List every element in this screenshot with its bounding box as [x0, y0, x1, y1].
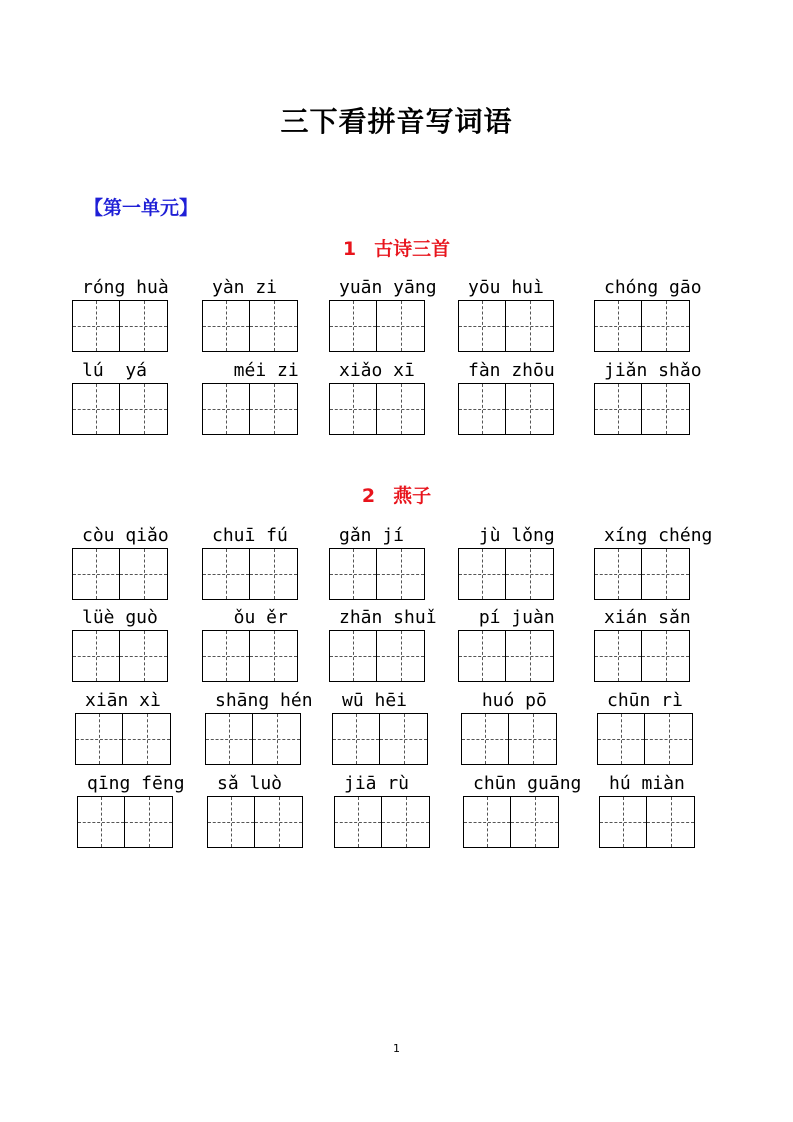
- writing-cell[interactable]: [511, 796, 559, 848]
- pinyin-label: shāng hén: [215, 690, 313, 711]
- pinyin-label: chūn rì: [607, 690, 683, 711]
- lesson-1-heading: [0, 234, 793, 261]
- pinyin-label: còu qiǎo: [82, 525, 169, 546]
- writing-box[interactable]: [594, 300, 690, 352]
- writing-cell[interactable]: [202, 548, 250, 600]
- writing-cell[interactable]: [72, 548, 120, 600]
- writing-cell[interactable]: [250, 548, 298, 600]
- pinyin-label: sǎ luò: [217, 773, 283, 794]
- lesson-number: 2: [361, 485, 376, 507]
- writing-cell[interactable]: [506, 630, 554, 682]
- writing-box[interactable]: [458, 300, 554, 352]
- pinyin-label: huó pō: [471, 690, 547, 711]
- pinyin-label: méi zi: [212, 360, 299, 381]
- writing-box[interactable]: [72, 383, 168, 435]
- pinyin-label: lú yá: [82, 360, 148, 381]
- writing-cell[interactable]: [125, 796, 173, 848]
- pinyin-label: xiān xì: [85, 690, 161, 711]
- writing-cell[interactable]: [461, 713, 509, 765]
- writing-cell[interactable]: [253, 713, 301, 765]
- pinyin-label: yàn zi: [212, 277, 278, 298]
- writing-box[interactable]: [205, 713, 301, 765]
- writing-box[interactable]: [202, 300, 298, 352]
- writing-cell[interactable]: [329, 630, 377, 682]
- writing-cell[interactable]: [202, 383, 250, 435]
- writing-cell[interactable]: [120, 383, 168, 435]
- pinyin-label: xián sǎn: [604, 607, 691, 628]
- writing-cell[interactable]: [120, 548, 168, 600]
- lesson-name: 燕子: [393, 485, 432, 507]
- writing-box[interactable]: [202, 630, 298, 682]
- writing-cell[interactable]: [205, 713, 253, 765]
- writing-cell[interactable]: [458, 383, 506, 435]
- pinyin-label: zhān shuǐ: [339, 607, 437, 628]
- pinyin-label: ǒu ěr: [212, 607, 288, 628]
- writing-box[interactable]: [72, 300, 168, 352]
- writing-box[interactable]: [597, 713, 693, 765]
- pinyin-label: jiā rù: [344, 773, 410, 794]
- writing-cell[interactable]: [509, 713, 557, 765]
- writing-box[interactable]: [77, 796, 173, 848]
- writing-cell[interactable]: [75, 713, 123, 765]
- writing-cell[interactable]: [458, 548, 506, 600]
- writing-cell[interactable]: [329, 548, 377, 600]
- writing-cell[interactable]: [458, 630, 506, 682]
- writing-cell[interactable]: [382, 796, 430, 848]
- pinyin-label: wū hēi: [342, 690, 408, 711]
- writing-box[interactable]: [329, 548, 425, 600]
- writing-cell[interactable]: [506, 548, 554, 600]
- lesson-2-heading: [0, 481, 793, 508]
- writing-cell[interactable]: [334, 796, 382, 848]
- writing-cell[interactable]: [120, 630, 168, 682]
- writing-cell[interactable]: [250, 383, 298, 435]
- lesson-name: 古诗三首: [374, 238, 451, 260]
- writing-cell[interactable]: [594, 548, 642, 600]
- writing-cell[interactable]: [642, 548, 690, 600]
- writing-cell[interactable]: [647, 796, 695, 848]
- pinyin-label: xíng chéng: [604, 525, 713, 546]
- writing-cell[interactable]: [377, 383, 425, 435]
- writing-cell[interactable]: [207, 796, 255, 848]
- pinyin-label: chóng gāo: [604, 277, 702, 298]
- writing-cell[interactable]: [645, 713, 693, 765]
- writing-cell[interactable]: [506, 383, 554, 435]
- writing-cell[interactable]: [377, 300, 425, 352]
- pinyin-label: pí juàn: [468, 607, 555, 628]
- writing-cell[interactable]: [255, 796, 303, 848]
- pinyin-label: gǎn jí: [339, 525, 405, 546]
- writing-box[interactable]: [202, 383, 298, 435]
- writing-box[interactable]: [329, 300, 425, 352]
- writing-box[interactable]: [329, 630, 425, 682]
- writing-cell[interactable]: [642, 630, 690, 682]
- writing-cell[interactable]: [463, 796, 511, 848]
- writing-cell[interactable]: [120, 300, 168, 352]
- page-number: 1: [393, 1042, 400, 1055]
- writing-cell[interactable]: [329, 383, 377, 435]
- writing-cell[interactable]: [77, 796, 125, 848]
- writing-cell[interactable]: [506, 300, 554, 352]
- pinyin-label: chuī fú: [212, 525, 288, 546]
- writing-box[interactable]: [332, 713, 428, 765]
- pinyin-label: róng huà: [82, 277, 169, 298]
- writing-box[interactable]: [458, 383, 554, 435]
- writing-cell[interactable]: [594, 383, 642, 435]
- writing-cell[interactable]: [332, 713, 380, 765]
- pinyin-label: jù lǒng: [468, 525, 555, 546]
- writing-box[interactable]: [207, 796, 303, 848]
- writing-cell[interactable]: [594, 630, 642, 682]
- pinyin-label: hú miàn: [609, 773, 685, 794]
- writing-box[interactable]: [72, 548, 168, 600]
- writing-cell[interactable]: [72, 630, 120, 682]
- writing-box[interactable]: [202, 548, 298, 600]
- writing-box[interactable]: [594, 383, 690, 435]
- writing-box[interactable]: [334, 796, 430, 848]
- writing-cell[interactable]: [377, 630, 425, 682]
- writing-box[interactable]: [599, 796, 695, 848]
- pinyin-label: yōu huì: [468, 277, 544, 298]
- pinyin-label: jiǎn shǎo: [604, 360, 702, 381]
- writing-cell[interactable]: [642, 383, 690, 435]
- writing-box[interactable]: [329, 383, 425, 435]
- writing-cell[interactable]: [72, 383, 120, 435]
- writing-cell[interactable]: [377, 548, 425, 600]
- writing-cell[interactable]: [642, 300, 690, 352]
- writing-cell[interactable]: [594, 300, 642, 352]
- unit-label: 【第一单元】: [84, 197, 199, 219]
- writing-cell[interactable]: [597, 713, 645, 765]
- writing-cell[interactable]: [250, 630, 298, 682]
- writing-box[interactable]: [463, 796, 559, 848]
- writing-cell[interactable]: [250, 300, 298, 352]
- writing-box[interactable]: [75, 713, 171, 765]
- writing-cell[interactable]: [380, 713, 428, 765]
- writing-box[interactable]: [72, 630, 168, 682]
- pinyin-label: xiǎo xī: [339, 360, 415, 381]
- writing-box[interactable]: [594, 548, 690, 600]
- writing-box[interactable]: [461, 713, 557, 765]
- writing-box[interactable]: [458, 548, 554, 600]
- writing-box[interactable]: [594, 630, 690, 682]
- lesson-number: 1: [342, 238, 357, 260]
- writing-cell[interactable]: [123, 713, 171, 765]
- writing-cell[interactable]: [458, 300, 506, 352]
- pinyin-label: fàn zhōu: [468, 360, 555, 381]
- page-title: 三下看拼音写词语: [280, 105, 513, 138]
- writing-cell[interactable]: [72, 300, 120, 352]
- writing-box[interactable]: [458, 630, 554, 682]
- pinyin-label: qīng fēng: [87, 773, 185, 794]
- pinyin-label: chūn guāng: [473, 773, 582, 794]
- writing-cell[interactable]: [202, 300, 250, 352]
- writing-cell[interactable]: [599, 796, 647, 848]
- pinyin-label: lüè guò: [82, 607, 158, 628]
- pinyin-label: yuān yāng: [339, 277, 437, 298]
- writing-cell[interactable]: [202, 630, 250, 682]
- writing-cell[interactable]: [329, 300, 377, 352]
